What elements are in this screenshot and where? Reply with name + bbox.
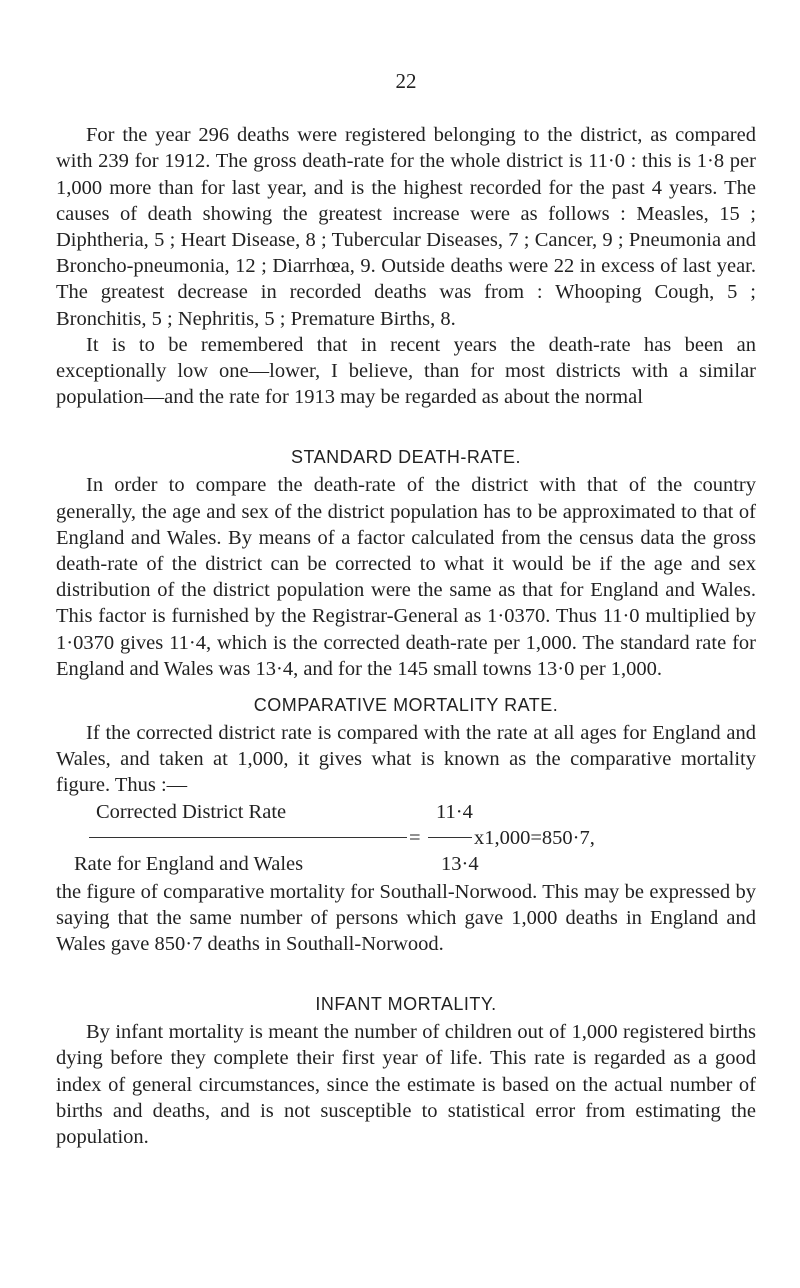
formula-denominator-value: 13·4	[441, 852, 479, 875]
formula-value-fraction-line	[428, 837, 472, 838]
formula-equals-sign: =	[409, 826, 421, 849]
intro-paragraph-1: For the year 296 deaths were registered belonging to the district, as compared with 239 for 1912. The gross death-rate for the whole district is 11·0 : this is 1·8 per 1,000 more than for last year, and is the highest recorded for the past 4 years. The causes of death showing the greatest increase were as follows : Measles, 15 ; Diphtheria, 5 ; Heart Disease, 8 ; Tubercular Diseases, 7 ; Cancer, 9 ; Pneumonia and Broncho-pneumonia, 12 ; Diarrhœa, 9. Outside deaths were 22 in excess of last year. The greatest decrease in recorded deaths was from : Whooping Cough, 5 ; Bronchitis, 5 ; Nephritis, 5 ; Premature Births, 8.	[56, 124, 756, 330]
intro-paragraph-2: It is to be remembered that in recent years the death-rate has been an exceptionally low one—lower, I believe, than for most districts with a similar population—and the rate for 1913 may be regarded as about the normal	[56, 333, 756, 409]
formula-numerator-value: 11·4	[436, 800, 473, 823]
standard-death-rate-paragraph: In order to compare the death-rate of the district with that of the country generally, the age and sex of the district population has to be approximated to that of England and Wales. By means of a factor calculated from the census data the gross death-rate of the district can be corrected to what it would be if the age and sex distribution of the district population were the same as that for England and Wales. This factor is furnished by the Registrar-General as 1·0370. Thus 11·0 multiplied by 1·0370 gives 11·4, which is the corrected death-rate per 1,000. The standard rate for England and Wales was 13·4, and for the 145 small towns 13·0 per 1,000.	[56, 474, 756, 680]
comparative-mortality-heading: COMPARATIVE MORTALITY RATE.	[253, 695, 559, 716]
standard-death-rate-heading: STANDARD DEATH-RATE.	[290, 447, 521, 468]
comparative-mortality-paragraph-1: If the corrected district rate is compared with the rate at all ages for England and Wales, and taken at 1,000, it gives what is known as the comparative mortality figure. Thus :—	[56, 722, 756, 797]
comparative-mortality-formula	[56, 799, 756, 879]
page-number: 22	[395, 69, 417, 93]
infant-mortality-heading: INFANT MORTALITY.	[315, 994, 497, 1015]
infant-mortality-paragraph: By infant mortality is meant the number of children out of 1,000 registered births dying before they complete their first year of life. This rate is regarded as a good index of general circumstances, since the estimate is based on the actual number of births and deaths, and is not susceptible to statistical error from estimating the population.	[56, 1021, 756, 1149]
formula-result: x1,000=850·7,	[474, 826, 595, 849]
formula-numerator-label: Corrected District Rate	[96, 800, 287, 823]
document-page	[56, 68, 756, 1150]
formula-fraction-line	[89, 837, 407, 838]
comparative-mortality-paragraph-2: the figure of comparative mortality for Southall-Norwood. This may be expressed by saying that the same number of persons which gave 1,000 deaths in England and Wales gave 850·7 deaths in Southall-Norwood.	[56, 880, 756, 956]
formula-denominator-label: Rate for England and Wales	[74, 852, 304, 875]
